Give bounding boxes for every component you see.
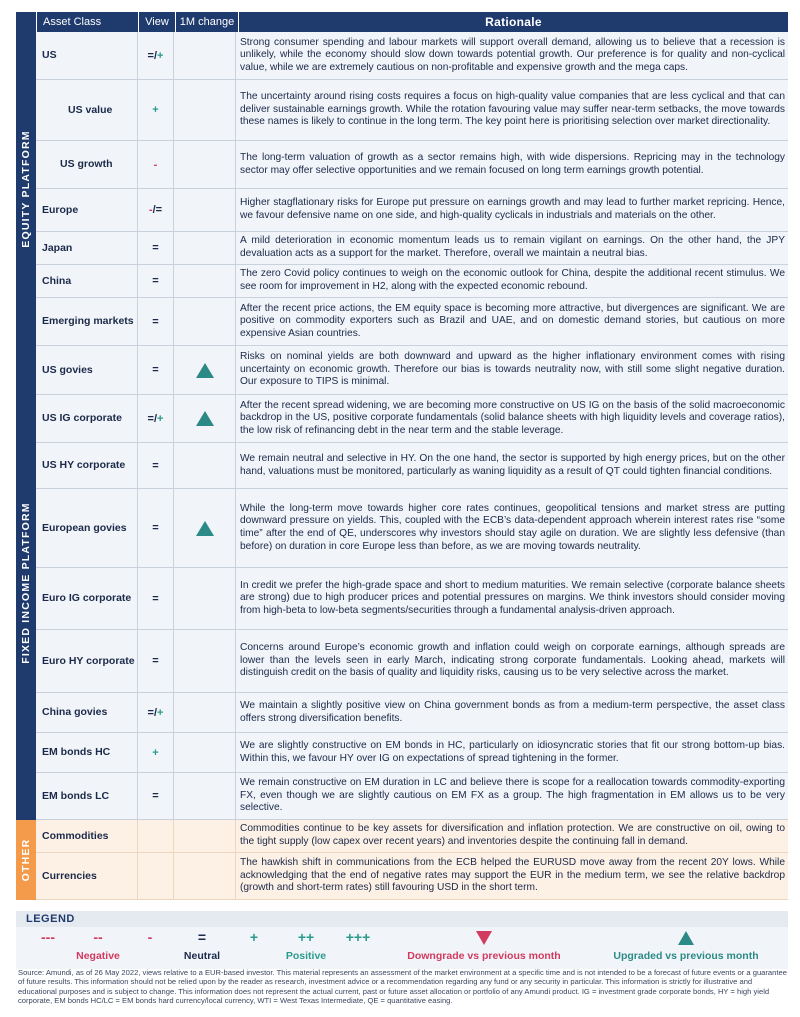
- view-rating: +: [138, 80, 174, 140]
- change-cell: [174, 733, 236, 772]
- view-rating: =: [138, 489, 174, 567]
- view-rating: =: [138, 443, 174, 488]
- asset-name: Europe: [36, 189, 138, 231]
- table-row: [36, 693, 788, 733]
- change-cell: [174, 820, 236, 852]
- view-rating: -: [138, 141, 174, 188]
- change-cell: [174, 853, 236, 899]
- table-row: [36, 80, 788, 141]
- asset-name: China: [36, 265, 138, 297]
- change-cell: [174, 80, 236, 140]
- asset-class-views-table: [16, 12, 788, 900]
- legend-symbol-negative-1: -: [147, 929, 153, 945]
- upgrade-triangle-icon: [196, 363, 214, 378]
- change-cell: [174, 141, 236, 188]
- legend-title: LEGEND: [16, 911, 788, 927]
- change-cell: [174, 32, 236, 79]
- legend-symbol-very-positive: +++: [345, 929, 371, 945]
- change-cell: [174, 265, 236, 297]
- table-row: [36, 189, 788, 232]
- view-rating: =: [138, 773, 174, 819]
- asset-name: European govies: [36, 489, 138, 567]
- upgrade-triangle-icon: [196, 411, 214, 426]
- rationale-text: Strong consumer spending and labour markets will support overall demand, allowing us to believe that a recession is unlikely, while the economy should slow down towards potential growth. Our preference is for quality and non-cyclical value, while we are extremely cautious on non-profitable and expensive growth and the mega caps.: [240, 36, 785, 73]
- table-row: [36, 298, 788, 346]
- table-row: [36, 773, 788, 820]
- view-rating: =: [138, 265, 174, 297]
- equity-platform-section: [16, 32, 788, 346]
- legend-upgrade-label: Upgraded vs previous month: [613, 950, 759, 962]
- header-spacer: [16, 12, 37, 32]
- view-rating: =/ +: [138, 693, 174, 732]
- change-cell: [174, 773, 236, 819]
- asset-name: Commodities: [36, 820, 138, 852]
- asset-name: US value: [36, 80, 138, 140]
- table-row: [36, 395, 788, 443]
- legend-symbol-negative-2: --: [93, 929, 103, 945]
- asset-name: Japan: [36, 232, 138, 264]
- asset-name: US growth: [36, 141, 138, 188]
- legend-symbol-neutral: =: [197, 929, 207, 945]
- rationale-text: We maintain a slightly positive view on China government bonds as from a medium-term perspective, the asset class offers strong diversification benefits.: [240, 699, 785, 724]
- asset-name: US IG corporate: [36, 395, 138, 442]
- change-cell: [174, 693, 236, 732]
- table-row: [36, 820, 788, 853]
- rationale-text: The uncertainty around rising costs requires a focus on high-quality value companies that are less cyclical and that can deliver sustainable earnings growth. While the rotation favouring value may suffer near-term setbacks, the move towards these names is likely to continue in the long term. The key point here is prioritising selection over market directionality.: [240, 91, 785, 128]
- rationale-text: While the long-term move towards higher core rates continues, geopolitical tensions and market stress are putting downward pressure on yields. This, coupled with the ECB’s data-dependent approach wherein interest rates rise “some time” after the end of QE, underscores why investors should stay agile on duration. We are slightly less defensive (than before) on duration in core Europe less than before, as we are moving towards neutrality.: [240, 502, 785, 552]
- legend: [16, 911, 788, 969]
- equity-platform-label: EQUITY PLATFORM: [16, 32, 36, 346]
- view-rating: =: [138, 630, 174, 692]
- view-rating: =: [138, 298, 174, 345]
- view-rating: [138, 820, 174, 852]
- other-section: [16, 820, 788, 900]
- table-row: [36, 32, 788, 80]
- legend-positive-label: Positive: [285, 950, 327, 962]
- downgrade-triangle-icon: [476, 931, 492, 945]
- asset-name: US: [36, 32, 138, 79]
- table-row: [36, 265, 788, 298]
- rationale-text: Commodities continue to be key assets for diversification and inflation protection. We are constructive on oil, owing to the tight supply (low capex over recent years) and inventories despite the continuing fall in demand.: [240, 823, 785, 847]
- view-rating: =/ +: [138, 32, 174, 79]
- rationale-text: We are slightly constructive on EM bonds in HC, particularly on idiosyncratic stories that fit our strong bottom-up bias. Within this, we favour HY over IG on expectations of spread tightening in the former.: [240, 739, 785, 764]
- change-cell: [174, 346, 236, 394]
- rationale-text: Risks on nominal yields are both downward and upward as the higher inflationary environment comes with rising uncertainty on economic growth. Therefore our bias is towards neutrality now, with still some slight negative duration. Our exposure to TIPS is minimal.: [240, 351, 785, 388]
- fixed-income-platform-label: FIXED INCOME PLATFORM: [16, 346, 36, 820]
- rationale-text: A mild deterioration in economic momentum leads us to remain vigilant on earnings. On the other hand, the JPY devaluation acts as a support for the market. Therefore, overall we maintain a neutral bias.: [240, 235, 785, 259]
- upgrade-triangle-icon: [196, 521, 214, 536]
- legend-symbol-positive-1: +: [249, 929, 259, 945]
- asset-name: EM bonds LC: [36, 773, 138, 819]
- asset-name: US govies: [36, 346, 138, 394]
- view-rating: =: [138, 568, 174, 629]
- table-row: [36, 853, 788, 900]
- legend-body: [16, 927, 788, 969]
- change-cell: [174, 443, 236, 488]
- header-view: View: [139, 12, 176, 32]
- view-rating: - /=: [138, 189, 174, 231]
- legend-negative-label: Negative: [76, 950, 120, 962]
- rationale-text: Higher stagflationary risks for Europe put pressure on earnings growth and may lead to further market repricing. Hence, we favour defensive name on one side, and high-quality cyclicals in industrials and materials on the other.: [240, 197, 785, 221]
- table-row: [36, 568, 788, 630]
- table-row: [36, 232, 788, 265]
- table-row: [36, 346, 788, 395]
- legend-symbol-very-negative: ---: [41, 929, 55, 945]
- rationale-text: The zero Covid policy continues to weigh on the economic outlook for China, despite the additional recent stimulus. We see room for improvement in H2, along with the expected economic rebound.: [240, 268, 785, 292]
- table-row: [36, 733, 788, 773]
- rationale-text: After the recent price actions, the EM equity space is becoming more attractive, but divergences are significant. We are positive on commodity exporters such as Brazil and UAE, and on domestic demand stories, but cautious on more expensive Asian countries.: [240, 302, 785, 339]
- change-cell: [174, 189, 236, 231]
- rationale-text: In credit we prefer the high-grade space and short to medium maturities. We remain selective (corporate balance sheets are strong) due to high producer prices and potential pressures on margins. We think investors should consider moving from high-beta to low-beta segments/securities through a fundamental analysis-driven approach.: [240, 579, 785, 616]
- rationale-text: Concerns around Europe’s economic growth and inflation could weigh on corporate earnings, although spreads are lower than the levels seen in early March, indicating strong corporate fundamentals. Looking ahead, markets will distinguish credit on the basis of quality and liquidity risks, causing us to be very selective across the market.: [240, 642, 785, 679]
- change-cell: [174, 232, 236, 264]
- rationale-text: We remain constructive on EM duration in LC and believe there is scope for a reallocation towards commodity-exporting FX, even though we are slightly cautious on EM FX as a group. The high fragmentation in EM allows us to be very selective.: [240, 777, 785, 814]
- rationale-text: After the recent spread widening, we are becoming more constructive on US IG on the basis of the solid macroeconomic backdrop in the US, positive corporate fundamentals (solid balance sheets with high liquidity levels and coverage ratios), the low risk of refinancing debt in the near term and the stable leverage.: [240, 399, 785, 436]
- view-rating: =: [138, 232, 174, 264]
- rationale-text: The long-term valuation of growth as a sector remains high, with wide dispersions. Repricing may in the technology sector may offer selective opportunities and we remain focused on long term earnings growth potential.: [240, 151, 785, 176]
- rationale-text: The hawkish shift in communications from the ECB helped the EURUSD move away from the recent 20Y lows. While acknowledging that the end of negative rates may support the EUR in the medium term, we see the relative backdrop (growth and short-term rates) still favouring USD in the short term.: [240, 857, 785, 894]
- change-cell: [174, 630, 236, 692]
- rationale-text: We remain neutral and selective in HY. On the one hand, the sector is supported by high energy prices, but on the other hand, valuations must be monitored, particularly as waning liquidity as a result of QT could tighten financial conditions.: [240, 452, 785, 477]
- asset-name: EM bonds HC: [36, 733, 138, 772]
- legend-downgrade-label: Downgrade vs previous month: [407, 950, 561, 962]
- table-row: [36, 141, 788, 189]
- table-row: [36, 443, 788, 489]
- asset-name: Euro HY corporate: [36, 630, 138, 692]
- header-rationale: Rationale: [485, 15, 542, 29]
- source-footnote: Source: Amundi, as of 26 May 2022, views relative to a EUR-based investor. This material represents an assessment of the market environment at a specific time and is not intended to be a forecast of future events or a guarantee of future results. This information should not be relied upon by the reader as research, investment advice or a recommendation regarding any fund or any security in particular. This information is strictly for illustrative and educational purposes and is subject to change. This information does not represent the actual current, past or future asset allocation or portfolio of any Amundi product. IG = investment grade corporate bonds, HY = high yield corporate, EM bonds HC/LC = EM bonds hard currency/local currency, WTI = West Texas Intermediate, QE = quantitative easing.: [18, 968, 787, 1006]
- asset-name: Currencies: [36, 853, 138, 899]
- asset-name: Emerging markets: [36, 298, 138, 345]
- legend-symbol-positive-2: ++: [297, 929, 315, 945]
- table-header: [16, 12, 788, 32]
- asset-name: Euro IG corporate: [36, 568, 138, 629]
- fixed-income-platform-section: [16, 346, 788, 820]
- change-cell: [174, 568, 236, 629]
- view-rating: =/ +: [138, 395, 174, 442]
- change-cell: [174, 395, 236, 442]
- header-1m-change: 1M change: [176, 12, 239, 32]
- table-row: [36, 489, 788, 568]
- asset-name: China govies: [36, 693, 138, 732]
- view-rating: [138, 853, 174, 899]
- other-label: OTHER: [16, 820, 36, 900]
- change-cell: [174, 489, 236, 567]
- table-row: [36, 630, 788, 693]
- change-cell: [174, 298, 236, 345]
- view-rating: +: [138, 733, 174, 772]
- header-asset-class: Asset Class: [37, 12, 139, 32]
- legend-neutral-label: Neutral: [183, 950, 221, 962]
- asset-name: US HY corporate: [36, 443, 138, 488]
- view-rating: =: [138, 346, 174, 394]
- upgrade-triangle-icon: [678, 931, 694, 945]
